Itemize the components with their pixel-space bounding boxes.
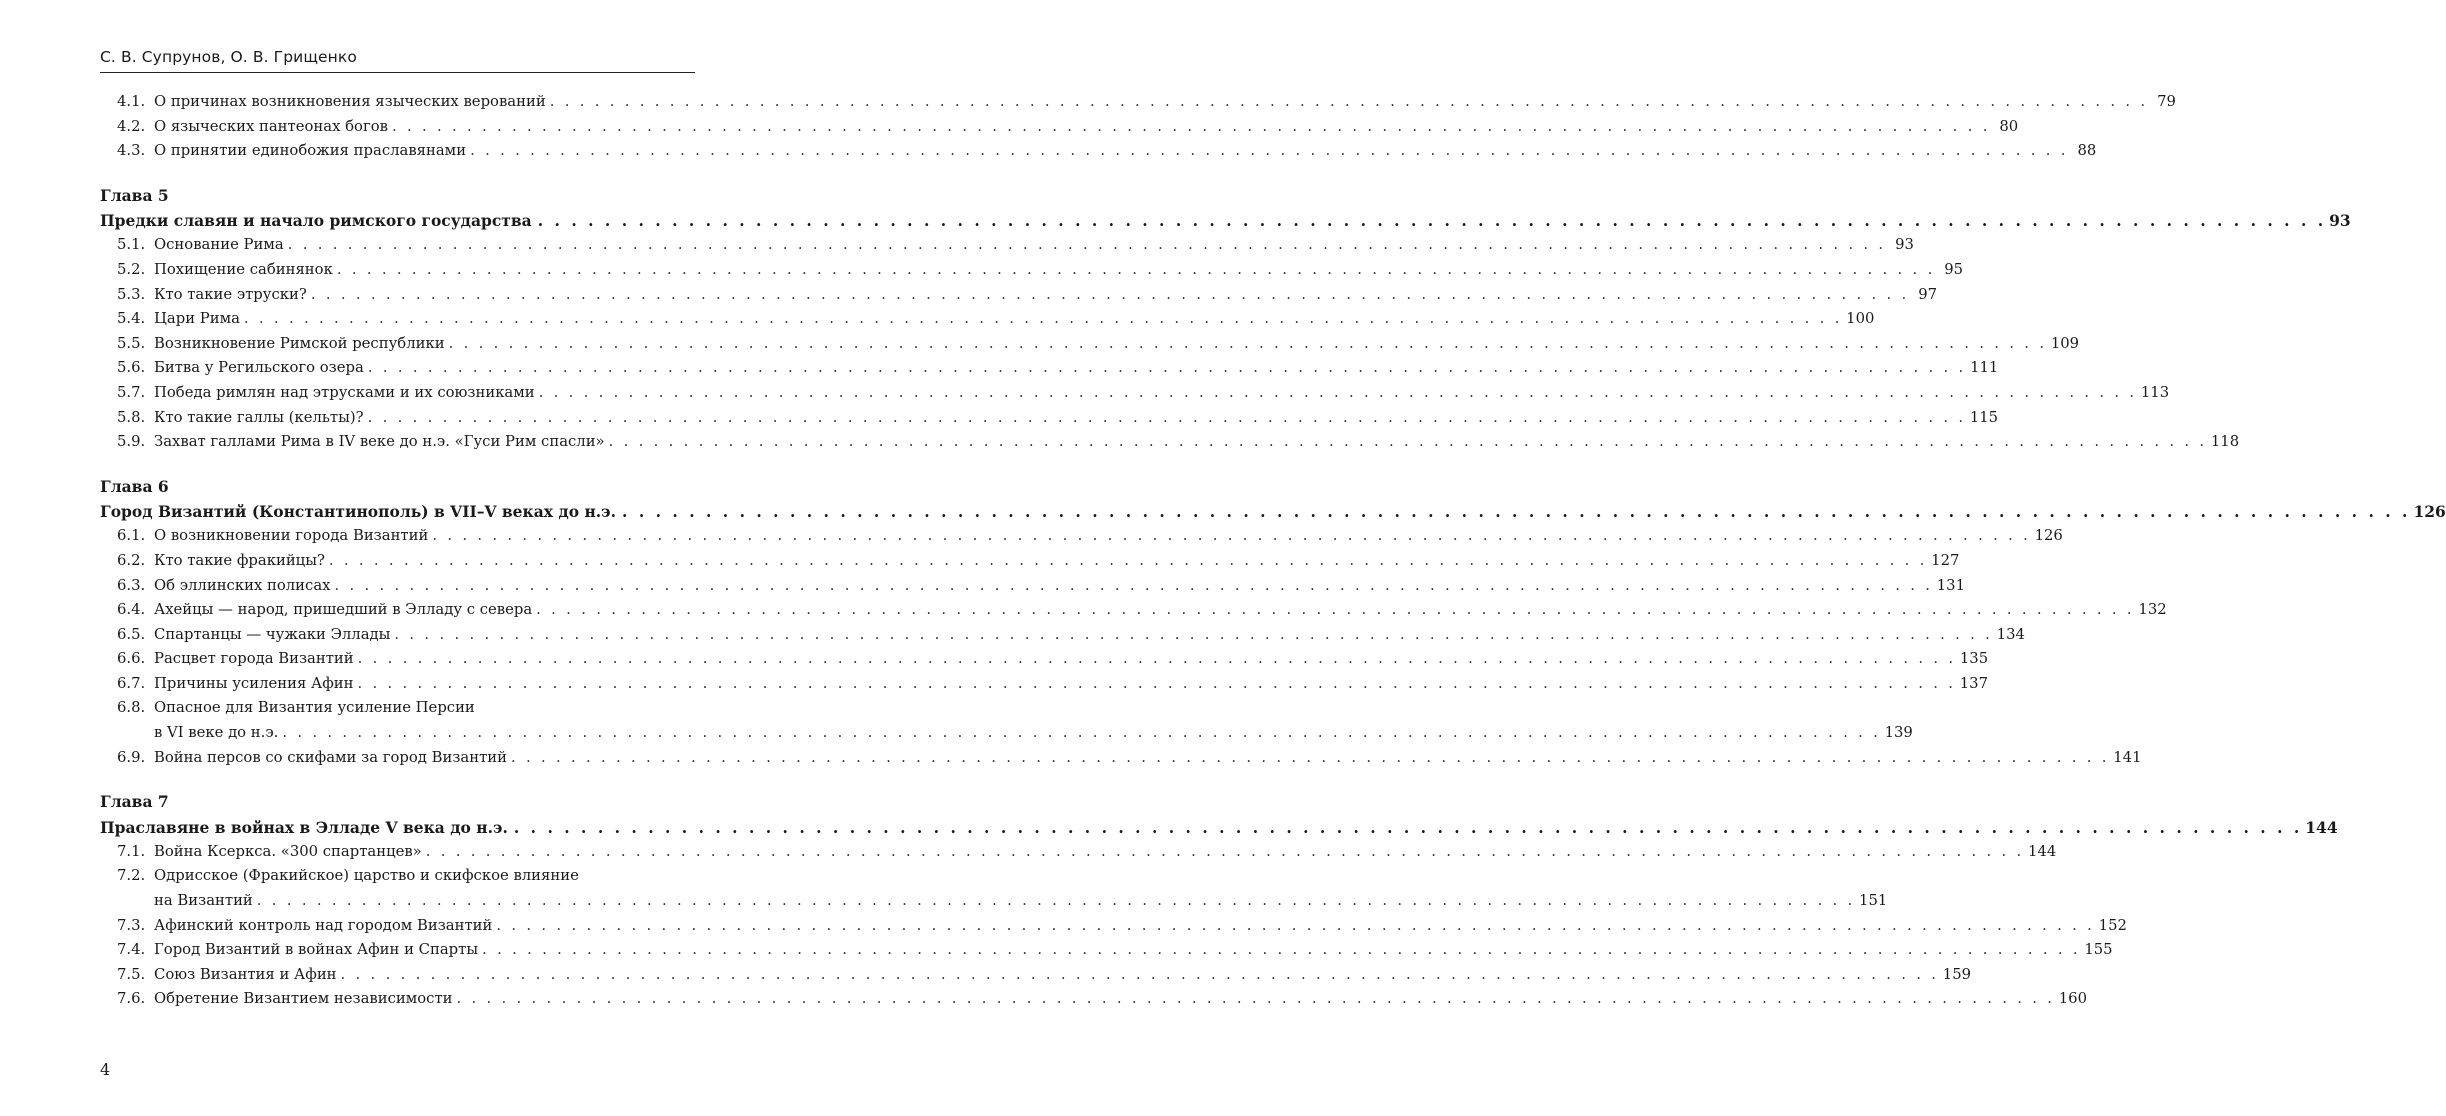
entry-page: 159 — [1942, 965, 1972, 983]
entry-title: Битва у Регильского озера — [154, 359, 364, 377]
entry-title: Возникновение Римской республики — [154, 334, 445, 352]
entry-page: 93 — [1895, 236, 1914, 254]
entry-page: 127 — [1931, 551, 1960, 569]
entry-title: Афинский контроль над городом Византий — [154, 916, 493, 934]
dot-leader: . . . . . . . . . . . . . . . . . . . . . . . . . . . . . . . . . . . . . . . . . . . . . . . . . . . . . . . . . . . . . . . . . . . . . . . . . . . . . . . . . . . . . . . . . . . . . . . . . . . . . . . . . . . — [394, 625, 1993, 643]
toc-entry — [100, 623, 2025, 648]
entry-title: Цари Рима — [154, 310, 240, 328]
running-head: С. В. Супрунов, О. В. Грищенко — [100, 48, 357, 66]
entry-page: 152 — [2098, 916, 2127, 934]
chapter-page: 93 — [2329, 211, 2351, 231]
toc-entry — [100, 283, 1938, 308]
entry-title: Кто такие этруски? — [154, 285, 307, 303]
toc-entry — [100, 574, 1965, 599]
toc-entry — [100, 139, 2097, 164]
entry-title: О принятии единобожия праславянами — [154, 142, 467, 160]
dot-leader: . . . . . . . . . . . . . . . . . . . . . . . . . . . . . . . . . . . . . . . . . . . . . . . . . . . . . . . . . . . . . . . . . . . . . . . . . . . . . . . . . . . . . . . . . . . . . . . . . . . . . . . . . . . — [538, 383, 2137, 401]
entry-number: 5.7. — [117, 383, 146, 401]
entry-number: 4.2. — [117, 117, 146, 135]
entry-number: 5.2. — [117, 260, 146, 278]
toc-entry — [100, 115, 2019, 140]
toc-entry-continuation — [100, 889, 1888, 914]
dot-leader: . . . . . . . . . . . . . . . . . . . . . . . . . . . . . . . . . . . . . . . . . . . . . . . . . . . . . . . . . . . . . . . . . . . . . . . . . . . . . . . . . . . . . . . . . . . . . . . . . . . . . . . . . . . — [243, 310, 1843, 328]
entry-number: 5.3. — [117, 285, 146, 303]
entry-number: 6.4. — [117, 601, 146, 619]
entry-number: 6.6. — [117, 650, 146, 668]
entry-title: Опасное для Византия усиление Персии — [154, 699, 475, 717]
entry-title: Об эллинских полисах — [154, 576, 331, 594]
entry-number: 5.4. — [117, 310, 146, 328]
entry-title: Война Ксеркса. «300 спартанцев» — [154, 842, 422, 860]
dot-leader: . . . . . . . . . . . . . . . . . . . . . . . . . . . . . . . . . . . . . . . . . . . . . . . . . . . . . . . . . . . . . . . . . . . . . . . . . . . . . . . . . . . . . . . . . . . . . . . . . . . . . . . . . . . — [328, 551, 1928, 569]
entry-title: Захват галлами Рима в IV веке до н.э. «Гуси Рим спасли» — [154, 433, 605, 451]
entry-page: 80 — [1999, 117, 2019, 135]
dot-leader: . . . . . . . . . . . . . . . . . . . . . . . . . . . . . . . . . . . . . . . . . . . . . . . . . . . . . . . . . . . . . . . . . . . . . . . . . . . . . . . . . . . . . . . . . . . . . . . . . . . . . . . . . . . — [287, 236, 1886, 254]
entry-title: Ахейцы — народ, пришедший в Элладу с севера — [154, 601, 533, 619]
toc-entry — [100, 864, 695, 889]
entry-page: 151 — [1859, 892, 1888, 910]
chapter-title-text: Предки славян и начало римского государства — [100, 211, 532, 231]
entry-title: О языческих пантеонах богов — [154, 117, 388, 135]
entry-number: 7.2. — [117, 867, 146, 885]
dot-leader: . . . . . . . . . . . . . . . . . . . . . . . . . . . . . . . . . . . . . . . . . . . . . . . . . . . . . . . . . . . . . . . . . . . . . . . . . . . . . . . . . . . . . . . . . . . . . . . . . . . . . . . . . . . — [510, 748, 2110, 766]
chapter-page: 126 — [2413, 502, 2446, 522]
dot-leader: . . . . . . . . . . . . . . . . . . . . . . . . . . . . . . . . . . . . . . . . . . . . . . . . . . . . . . . . . . . . . . . . . . . . . . . . . . . . . . . . . . . . . . . . . . . . . . . . . . . . . . . . . . . — [340, 965, 1939, 983]
entry-page: 139 — [1884, 724, 1913, 742]
toc-entry — [100, 406, 1999, 431]
entry-title: Похищение сабинянок — [154, 260, 333, 278]
entry-title: Победа римлян над этрусками и их союзниками — [154, 383, 535, 401]
entry-number: 5.9. — [117, 433, 146, 451]
dot-leader: . . . . . . . . . . . . . . . . . . . . . . . . . . . . . . . . . . . . . . . . . . . . . . . . . . . . . . . . . . . . . . . . . . . . . . . . . . . . . . . . . . . . . . . . . . . . . . . . . . . . . . . . . . . — [367, 408, 1966, 426]
entry-page: 118 — [2210, 433, 2240, 451]
dot-leader: . . . . . . . . . . . . . . . . . . . . . . . . . . . . . . . . . . . . . . . . . . . . . . . . . . . . . . . . . . . . . . . . . . . . . . . . . . . . . . . . . . . . . . . . . . . . . . . . . . . . . . . . . . . — [256, 892, 1856, 910]
entry-title: Одрисское (Фракийское) царство и скифское влияние — [154, 867, 579, 885]
entry-page: 97 — [1918, 285, 1938, 303]
entry-number: 5.8. — [117, 408, 146, 426]
entry-page: 88 — [2077, 142, 2097, 160]
entry-title: Кто такие галлы (кельты)? — [154, 408, 364, 426]
entry-page: 109 — [2050, 334, 2080, 352]
entry-title: Война персов со скифами за город Византий — [154, 748, 507, 766]
toc-entry-continuation — [100, 721, 1913, 746]
entry-title-continued: в VI веке до н.э. — [154, 724, 279, 742]
entry-number: 6.5. — [117, 625, 146, 643]
chapter-title — [100, 208, 2351, 233]
toc-entry — [100, 938, 2113, 963]
entry-number: 6.8. — [117, 699, 146, 717]
dot-leader: . . . . . . . . . . . . . . . . . . . . . . . . . . . . . . . . . . . . . . . . . . . . . . . . . . . . . . . . . . . . . . . . . . . . . . . . . . . . . . . . . . . . . . . . . . . . . . . . . . . . . . . . . . . — [470, 142, 2069, 160]
entry-number: 5.6. — [117, 359, 146, 377]
entry-number: 6.1. — [117, 527, 146, 545]
dot-leader: . . . . . . . . . . . . . . . . . . . . . . . . . . . . . . . . . . . . . . . . . . . . . . . . . . . . . . . . . . . . . . . . . . . . . . . . . . . . . . . . . . . . . . . . . . . . . . . . . . . . . . . . . . . — [537, 211, 2327, 231]
header-rule — [100, 72, 695, 73]
toc-entry — [100, 914, 2127, 939]
entry-title: О причинах возникновения языческих верований — [154, 93, 546, 110]
chapter-label: Глава 6 — [100, 476, 169, 496]
chapter-label: Глава 5 — [100, 185, 169, 205]
entry-number: 7.6. — [117, 990, 146, 1008]
dot-leader: . . . . . . . . . . . . . . . . . . . . . . . . . . . . . . . . . . . . . . . . . . . . . . . . . . . . . . . . . . . . . . . . . . . . . . . . . . . . . . . . . . . . . . . . . . . . . . . . . . . . . . . . . . . — [357, 650, 1956, 668]
entry-page: 79 — [2157, 93, 2176, 110]
entry-number: 6.9. — [117, 748, 146, 766]
toc-entry — [100, 356, 1999, 381]
entry-title: О возникновении города Византий — [154, 527, 429, 545]
entry-page: 160 — [2058, 990, 2088, 1008]
chapter-title-text: Город Византий (Константинополь) в VII–V веках до н.э. — [100, 502, 617, 522]
entry-number: 7.1. — [117, 842, 146, 860]
dot-leader: . . . . . . . . . . . . . . . . . . . . . . . . . . . . . . . . . . . . . . . . . . . . . . . . . . . . . . . . . . . . . . . . . . . . . . . . . . . . . . . . . . . . . . . . . . . . . . . . . . . . . . . . . . . — [549, 93, 2148, 110]
entry-title: Обретение Византием независимости — [154, 990, 453, 1008]
chapter-title — [100, 499, 2446, 524]
dot-leader: . . . . . . . . . . . . . . . . . . . . . . . . . . . . . . . . . . . . . . . . . . . . . . . . . . . . . . . . . . . . . . . . . . . . . . . . . . . . . . . . . . . . . . . . . . . . . . . . . . . . . . . . . . . — [391, 117, 1991, 135]
entry-title: Союз Византия и Афин — [154, 965, 337, 983]
toc-entry — [100, 233, 1914, 258]
entry-page: 95 — [1944, 260, 1964, 278]
entry-number: 7.3. — [117, 916, 146, 934]
table-of-contents — [100, 90, 2446, 1012]
dot-leader: . . . . . . . . . . . . . . . . . . . . . . . . . . . . . . . . . . . . . . . . . . . . . . . . . . . . . . . . . . . . . . . . . . . . . . . . . . . . . . . . . . . . . . . . . . . . . . . . . . . . . . . . . . . — [496, 916, 2095, 934]
dot-leader: . . . . . . . . . . . . . . . . . . . . . . . . . . . . . . . . . . . . . . . . . . . . . . . . . . . . . . . . . . . . . . . . . . . . . . . . . . . . . . . . . . . . . . . . . . . . . . . . . . . . . . . . . . . — [513, 817, 2303, 837]
chapter-label: Глава 7 — [100, 792, 169, 812]
entry-number: 5.1. — [117, 236, 146, 254]
dot-leader: . . . . . . . . . . . . . . . . . . . . . . . . . . . . . . . . . . . . . . . . . . . . . . . . . . . . . . . . . . . . . . . . . . . . . . . . . . . . . . . . . . . . . . . . . . . . . . . . . . . . . . . . . . . — [336, 260, 1936, 278]
chapter-page: 144 — [2305, 817, 2338, 837]
dot-leader: . . . . . . . . . . . . . . . . . . . . . . . . . . . . . . . . . . . . . . . . . . . . . . . . . . . . . . . . . . . . . . . . . . . . . . . . . . . . . . . . . . . . . . . . . . . . . . . . . . . . . . . . . . . — [448, 334, 2047, 352]
dot-leader: . . . . . . . . . . . . . . . . . . . . . . . . . . . . . . . . . . . . . . . . . . . . . . . . . . . . . . . . . . . . . . . . . . . . . . . . . . . . . . . . . . . . . . . . . . . . . . . . . . . . . . . . . . . — [608, 433, 2207, 451]
entry-title-continued: на Византий — [154, 892, 253, 910]
page-number: 4 — [100, 1060, 111, 1079]
toc-entry — [100, 90, 2176, 115]
dot-leader: . . . . . . . . . . . . . . . . . . . . . . . . . . . . . . . . . . . . . . . . . . . . . . . . . . . . . . . . . . . . . . . . . . . . . . . . . . . . . . . . . . . . . . . . . . . . . . . . . . . . . . . . . . . — [622, 502, 2411, 522]
entry-page: 144 — [2027, 842, 2057, 860]
entry-number: 6.7. — [117, 674, 146, 692]
chapter-title — [100, 815, 2338, 840]
entry-page: 134 — [1996, 625, 2025, 643]
toc-entry — [100, 332, 2080, 357]
entry-title: Расцвет города Византий — [154, 650, 354, 668]
entry-number: 6.3. — [117, 576, 146, 594]
dot-leader: . . . . . . . . . . . . . . . . . . . . . . . . . . . . . . . . . . . . . . . . . . . . . . . . . . . . . . . . . . . . . . . . . . . . . . . . . . . . . . . . . . . . . . . . . . . . . . . . . . . . . . . . . . . — [334, 576, 1933, 594]
entry-number: 4.3. — [117, 142, 146, 160]
entry-number: 6.2. — [117, 551, 146, 569]
dot-leader: . . . . . . . . . . . . . . . . . . . . . . . . . . . . . . . . . . . . . . . . . . . . . . . . . . . . . . . . . . . . . . . . . . . . . . . . . . . . . . . . . . . . . . . . . . . . . . . . . . . . . . . . . . . — [310, 285, 1910, 303]
entry-title: Спартанцы — чужаки Эллады — [154, 625, 391, 643]
entry-title: Причины усиления Афин — [154, 674, 354, 692]
entry-title: Город Византий в войнах Афин и Спарты — [154, 941, 479, 959]
entry-page: 126 — [2034, 527, 2063, 545]
entry-page: 111 — [1970, 359, 1999, 377]
dot-leader: . . . . . . . . . . . . . . . . . . . . . . . . . . . . . . . . . . . . . . . . . . . . . . . . . . . . . . . . . . . . . . . . . . . . . . . . . . . . . . . . . . . . . . . . . . . . . . . . . . . . . . . . . . . — [432, 527, 2031, 545]
entry-page: 131 — [1936, 576, 1965, 594]
entry-page: 155 — [2084, 941, 2113, 959]
toc-entry — [100, 963, 1972, 988]
dot-leader: . . . . . . . . . . . . . . . . . . . . . . . . . . . . . . . . . . . . . . . . . . . . . . . . . . . . . . . . . . . . . . . . . . . . . . . . . . . . . . . . . . . . . . . . . . . . . . . . . . . . . . . . . . . — [367, 359, 1967, 377]
toc-entry — [100, 746, 2142, 771]
toc-entry — [100, 549, 1960, 574]
entry-number: 7.5. — [117, 965, 146, 983]
toc-entry — [100, 647, 1989, 672]
dot-leader: . . . . . . . . . . . . . . . . . . . . . . . . . . . . . . . . . . . . . . . . . . . . . . . . . . . . . . . . . . . . . . . . . . . . . . . . . . . . . . . . . . . . . . . . . . . . . . . . . . . . . . . . . . . — [282, 724, 1881, 742]
dot-leader: . . . . . . . . . . . . . . . . . . . . . . . . . . . . . . . . . . . . . . . . . . . . . . . . . . . . . . . . . . . . . . . . . . . . . . . . . . . . . . . . . . . . . . . . . . . . . . . . . . . . . . . . . . . — [425, 842, 2024, 860]
dot-leader: . . . . . . . . . . . . . . . . . . . . . . . . . . . . . . . . . . . . . . . . . . . . . . . . . . . . . . . . . . . . . . . . . . . . . . . . . . . . . . . . . . . . . . . . . . . . . . . . . . . . . . . . . . . — [536, 601, 2135, 619]
entry-title: Основание Рима — [154, 236, 284, 254]
toc-entry — [100, 672, 1989, 697]
entry-page: 100 — [1846, 310, 1875, 328]
entry-page: 115 — [1969, 408, 1999, 426]
dot-leader: . . . . . . . . . . . . . . . . . . . . . . . . . . . . . . . . . . . . . . . . . . . . . . . . . . . . . . . . . . . . . . . . . . . . . . . . . . . . . . . . . . . . . . . . . . . . . . . . . . . . . . . . . . . — [357, 674, 1956, 692]
dot-leader: . . . . . . . . . . . . . . . . . . . . . . . . . . . . . . . . . . . . . . . . . . . . . . . . . . . . . . . . . . . . . . . . . . . . . . . . . . . . . . . . . . . . . . . . . . . . . . . . . . . . . . . . . . . — [482, 941, 2081, 959]
dot-leader: . . . . . . . . . . . . . . . . . . . . . . . . . . . . . . . . . . . . . . . . . . . . . . . . . . . . . . . . . . . . . . . . . . . . . . . . . . . . . . . . . . . . . . . . . . . . . . . . . . . . . . . . . . . — [456, 990, 2055, 1008]
entry-number: 5.5. — [117, 334, 146, 352]
toc-entry — [100, 696, 695, 721]
entry-title: Кто такие фракийцы? — [154, 551, 325, 569]
toc-entry — [100, 307, 1875, 332]
toc-entry — [100, 598, 2167, 623]
entry-page: 113 — [2140, 383, 2170, 401]
toc-entry — [100, 258, 1964, 283]
entry-number: 4.1. — [117, 93, 146, 110]
entry-page: 141 — [2113, 748, 2142, 766]
entry-number: 7.4. — [117, 941, 146, 959]
toc-entry — [100, 987, 2088, 1012]
entry-page: 132 — [2138, 601, 2167, 619]
toc-entry — [100, 430, 2240, 455]
entry-page: 137 — [1959, 674, 1989, 692]
toc-entry — [100, 840, 2057, 865]
toc-entry — [100, 524, 2063, 549]
chapter-title-text: Праславяне в войнах в Элладе V века до н.э. — [100, 817, 508, 837]
entry-page: 135 — [1959, 650, 1989, 668]
toc-entry — [100, 381, 2170, 406]
